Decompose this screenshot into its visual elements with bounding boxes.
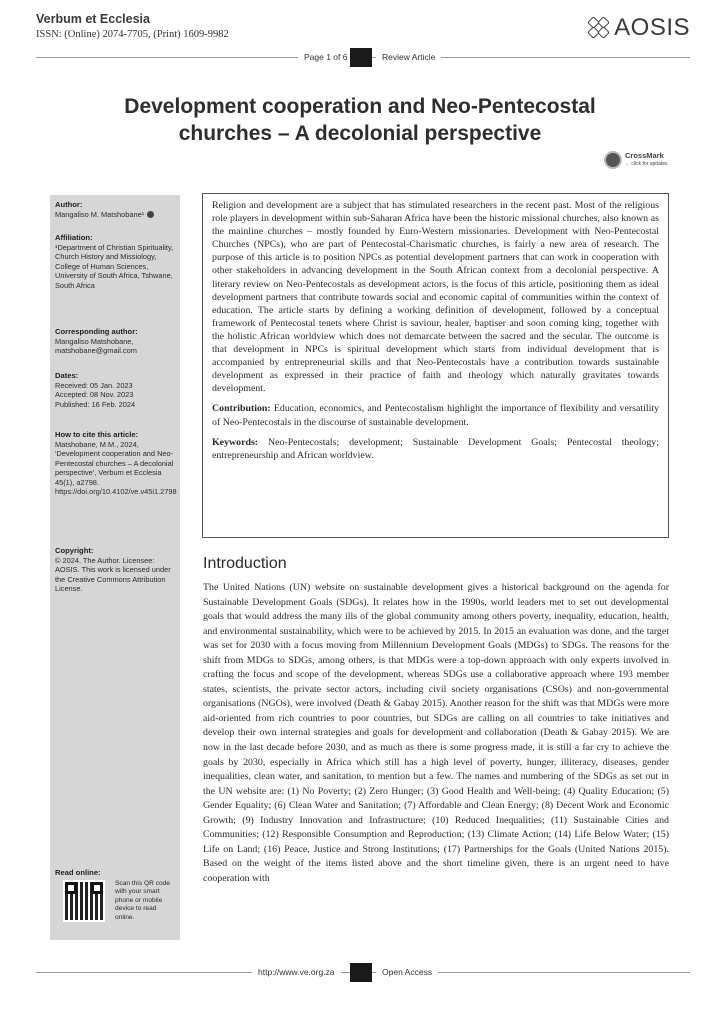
article-title <box>60 93 660 147</box>
footer-url[interactable]: http://www.ve.org.za <box>252 967 341 977</box>
citation-block <box>55 430 177 497</box>
page-number: Page 1 of 6 <box>298 52 353 62</box>
introduction-heading: Introduction <box>203 555 287 572</box>
qr-instructions: Scan this QR code with your smart phone or mobile device to read online. <box>115 880 170 921</box>
keywords-label: Keywords: <box>212 436 259 448</box>
crossmark-badge[interactable] <box>604 151 668 169</box>
author-block <box>55 200 177 219</box>
aosis-logo-icon <box>588 17 610 39</box>
author-name: Mangaliso M. Matshobane¹ <box>55 209 145 219</box>
abstract-body: Religion and development are a subject that has stimulated researchers in the recent past. Most of the religious role players in development within sub-Saharan Africa have been the historic missional churches, also known as the mainline churches – mostly founded by Euro-Western missionaries. Development with Neo-Pentecostal Churches (NPCs), who are part of Pentecostal-Charismatic churches, is fairly a new area of research. The purpose of this article is to position NPCs as potential development partners that can work in cooperation with other stakeholders in advancing development in the South African context from a decolonial perspective. A literary review on Neo-Pentecostals as development actors, is the focus of this article, positioning them as ideal development partners that contribute towards social and economic capital of communities within the context of education. The article starts by defining a working definition of development, followed by a conceptual framework of Pentecostal tenets where Christ is saviour, healer, baptiser and soon coming king, together with the holistic African worldview which does not demarcate between the sacred and the secular. The outcome is that development in NPCs is spiritual development which starts from individual development that is accompanied by entrepreneurial skills and that Neo-Pentecostals have a contribution towards sustainable development as expressed in their practice of faith and theology which naturally gravitates towards development. <box>212 200 659 395</box>
citation-label: How to cite this article: <box>55 430 139 439</box>
copyright-text: © 2024. The Author. Licensee: AOSIS. This work is licensed under the Creative Commons Attribution License. <box>55 555 171 593</box>
logo-text: AOSIS <box>614 14 690 41</box>
orcid-icon[interactable] <box>147 211 154 218</box>
contribution-label: Contribution: <box>212 403 271 415</box>
dates-label: Dates: <box>55 371 79 380</box>
affiliation-label: Affiliation: <box>55 233 93 242</box>
keywords-paragraph <box>212 436 659 462</box>
date-received: Received: 05 Jan. 2023 <box>55 380 133 390</box>
article-type: Review Article <box>376 52 441 62</box>
read-online-label: Read online: <box>55 868 101 877</box>
affiliation-block <box>55 233 177 290</box>
abstract-box <box>202 193 669 538</box>
issn-line: ISSN: (Online) 2074-7705, (Print) 1609-9982 <box>36 29 229 40</box>
journal-name: Verbum et Ecclesia <box>36 12 150 26</box>
title-line-1: Development cooperation and Neo-Pentecostal <box>124 95 596 118</box>
corresponding-email[interactable]: matshobane@gmail.com <box>55 346 137 355</box>
date-published: Published: 16 Feb. 2024 <box>55 399 136 409</box>
corresponding-label: Corresponding author: <box>55 327 138 336</box>
crossmark-icon <box>604 151 622 169</box>
footer-marker <box>350 963 372 982</box>
contribution-paragraph <box>212 402 659 428</box>
title-line-2: churches – A decolonial perspective <box>178 122 542 145</box>
dates-block <box>55 371 177 409</box>
corresponding-name: Mangaliso Matshobane, <box>55 336 134 346</box>
corresponding-author-block <box>55 327 177 356</box>
publisher-logo[interactable] <box>588 14 690 42</box>
affiliation-text: ¹Department of Christian Spirituality, Church History and Missiology, College of Human Sciences, University of South Africa, Tshwane, South Africa <box>55 242 174 290</box>
date-accepted: Accepted: 08 Nov. 2023 <box>55 390 134 399</box>
author-label: Author: <box>55 200 83 209</box>
copyright-label: Copyright: <box>55 546 94 555</box>
keywords-text: Neo-Pentecostals; development; Sustainable Development Goals; Pentecostal theology; entrepreneurship and African worldview. <box>212 436 659 461</box>
open-access-label: Open Access <box>376 967 438 977</box>
contribution-text: Education, economics, and Pentecostalism highlight the importance of flexibility and versatility of Neo-Pentecostals in the discourse of sustainable development. <box>212 403 660 428</box>
introduction-body: The United Nations (UN) website on sustainable development gives a historical background on the agenda for Sustainable Development Goals (SDGs). It relates how in the 1990s, world leaders met to set out developmental goals that would address the many ills of the global community among others poverty, inequality, education, health, and environmental sustainability, which were to be achieved by 2015. In 2015 an evaluation was done, and the target was set for 2030 with a focus moving from Millennium Development Goals (MDGs) to SDGs. The reasons for the shift from MDGs to SDGs, among others, is that MDGs were a top-down approach with only experts involved in crafting the focus and scope of the development, whereas SDGs use a collaborative approach where 193 member states, scientists, the private sector actors, including civil society organisations (CSOs) and non-governmental organisations (NGOs), were involved (Death & Gabay 2015). Another reason for the shift was that MDGs were more aid-oriented from rich countries to poor countries, but SDGs are calling on all countries to take initiatives and develop their own internal strategies and goals for development and collaboration (Death & Gabay 2015). We are now in the last decade before 2030, and as much as there is some progress made, it is still a far cry to achieve the goals by 2030, especially in Africa which still has a high level of poverty, hunger, illiteracy, diseases, gender inequalities, clean water, and sanitation, to mention but a few. The names and numbering of the SDGs as set out in the UN website are: (1) No Poverty; (2) Zero Hunger; (3) Good Health and Well-being; (4) Quality Education; (5) Gender Equality; (6) Clean Water and Sanitation; (7) Affordable and Clean Energy; (8) Decent Work and Economic Growth; (9) Industry Innovation and Infrastructure; (10) Reduced Inequalities; (11) Sustainable Cities and Communities; (12) Responsible Consumption and Reproduction; (13) Climate Action; (14) Life Below Water; (15) Life on Land; (16) Peace, Justice and Strong Institutions; (17) Partnerships for the Goals (United Nations 2015). Based on the weight of the items listed above and the short timeline given, there is an urgent need to have cooperation with <box>203 582 669 884</box>
crossmark-sub: ← click for updates <box>625 161 668 167</box>
citation-text: Matshobane, M.M., 2024, 'Development cooperation and Neo-Pentecostal churches – A decolonial perspective', Verbum et Ecclesia 45(1), a2798. https://doi.org/10.4102/ve.v45i1.2798 <box>55 439 177 496</box>
qr-code-icon[interactable] <box>63 880 105 922</box>
header-marker <box>350 48 372 67</box>
read-online-block <box>55 868 177 878</box>
crossmark-label: CrossMark <box>625 151 664 160</box>
copyright-block <box>55 546 177 594</box>
